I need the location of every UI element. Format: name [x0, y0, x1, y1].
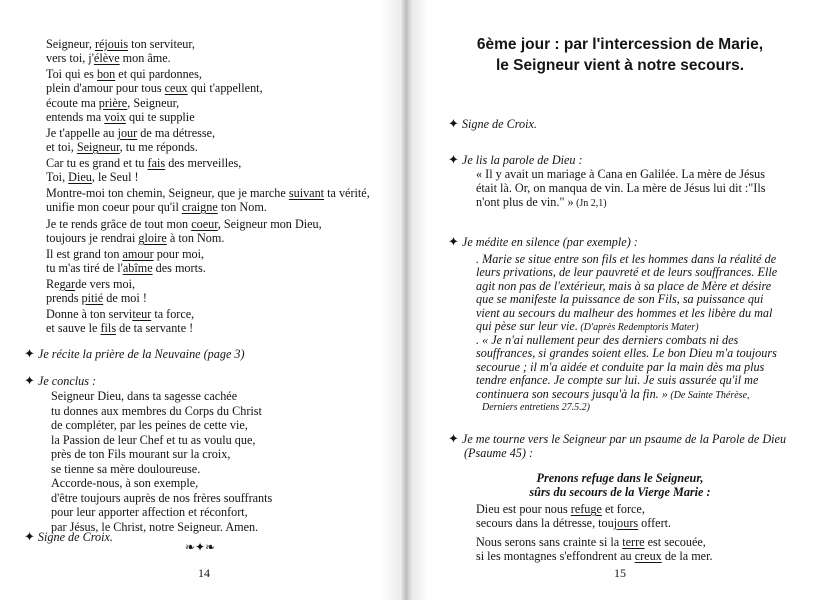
psalm-line: Regarde vers moi,: [46, 277, 136, 291]
meditation-reference: (D'après Redemptoris Mater): [577, 322, 699, 333]
psalm-line: et sauve le fils de ta servante !: [46, 321, 194, 335]
book-gutter: [400, 0, 414, 600]
psalm-line: et toi, Seigneur, tu me réponds.: [46, 140, 198, 154]
prayer-line: la Passion de leur Chef et tu as voulu que,: [51, 432, 256, 447]
meditation-line: vient au secours du malheur des hommes et les libère du mal: [476, 305, 773, 320]
meditation-reference: (De Sainte Thérèse,: [667, 389, 750, 401]
day-title-line-2: le Seigneur vient à notre secours.: [495, 57, 745, 74]
step-turn-to-lord: ✦ Je me tourne vers le Seigneur par un psaume de la Parole de Dieu: [448, 431, 787, 446]
step-turn-psalm-ref: (Psaume 45) :: [464, 446, 534, 460]
gospel-line: « Il y avait un mariage à Cana en Galilée. La mère de Jésus: [476, 167, 765, 181]
psalm-heading-1: Prenons refuge dans le Seigneur,: [536, 471, 704, 485]
psalm-line: vers toi, j'élève mon âme.: [46, 51, 171, 65]
psalm-heading-2: sûrs du secours de la Vierge Marie :: [529, 485, 711, 499]
meditation-line: agit non pas de l'extérieur, mais à sa place de Mère et désire: [476, 278, 772, 293]
meditation-line: . « Je n'ai nullement peur des derniers combats ni des: [476, 333, 739, 347]
psalm-line: Montre-moi ton chemin, Seigneur, que je marche suivant ta vérité,: [46, 186, 370, 200]
prayer-line: d'être toujours auprès de nos frères souffrants: [51, 490, 273, 505]
psalm-line: Donne à ton serviteur ta force,: [46, 307, 195, 321]
page-number-left: 14: [198, 566, 210, 580]
meditation-line: souffrances, si grandes soient elles. Le bon Dieu m'a toujours: [476, 346, 777, 361]
step-conclude: ✦ Je conclus :: [24, 373, 97, 388]
left-page: [0, 0, 400, 600]
psalm-line: si les montagnes s'effondrent au creux de la mer.: [476, 549, 713, 563]
step-meditate: ✦ Je médite en silence (par exemple) :: [448, 234, 638, 249]
prayer-line: se tienne sa mère douloureuse.: [51, 461, 201, 476]
step-read-word: ✦ Je lis la parole de Dieu :: [448, 152, 583, 167]
star-bullet-icon: ✦: [24, 346, 35, 361]
psalm-line: Nous serons sans crainte si la terre est secouée,: [476, 535, 706, 549]
right-page: [414, 0, 826, 600]
psalm-line: Je t'appelle au jour de ma détresse,: [46, 126, 216, 140]
meditation-line: tendre enfance. Je compte sur lui. Je suis assurée qu'il me: [476, 373, 759, 388]
psalm-line: prends pitié de moi !: [46, 291, 147, 305]
day-title-line-1: 6ème jour : par l'intercession de Marie,: [476, 36, 764, 53]
meditation-line: que se manifeste la puissance de son Fils, sa puissance qui: [476, 292, 764, 307]
psalm-line: écoute ma prière, Seigneur,: [46, 96, 180, 110]
star-bullet-icon: ✦: [448, 234, 459, 249]
meditation-line: qui pèse sur leur vie. (D'après Redemptoris Mater): [476, 319, 699, 333]
prayer-line: par Jésus, le Christ, notre Seigneur. Amen.: [51, 519, 259, 534]
prayer-line: Accorde-nous, à son exemple,: [51, 476, 199, 490]
step-sign-of-cross-right: ✦ Signe de Croix.: [448, 116, 537, 131]
star-bullet-icon: ✦: [448, 152, 459, 167]
psalm-line: toujours je rendrai gloire à ton Nom.: [46, 231, 225, 245]
prayer-line: tu donnes aux membres du Corps du Christ: [51, 403, 262, 418]
psalm-line: Toi, Dieu, le Seul !: [46, 170, 139, 184]
star-bullet-icon: ✦: [448, 431, 459, 446]
page-number-right: 15: [614, 566, 626, 580]
ornament-icon: ❧✦❧: [185, 540, 216, 554]
prayer-line: de compléter, par les peines de cette vie,: [51, 418, 248, 432]
prayer-line: pour leur apporter affection et réconfort,: [51, 505, 248, 519]
star-bullet-icon: ✦: [24, 373, 35, 388]
psalm-line: Toi qui es bon et qui pardonnes,: [46, 67, 202, 81]
psalm-line: Seigneur, réjouis ton serviteur,: [46, 37, 195, 51]
psalm-line: Dieu est pour nous refuge et force,: [476, 502, 645, 516]
psalm-line: Je te rends grâce de tout mon coeur, Seigneur mon Dieu,: [46, 217, 322, 231]
psalm-line: tu m'as tiré de l'abîme des morts.: [46, 261, 206, 275]
star-bullet-icon: ✦: [448, 116, 459, 131]
left-page-gutter-shadow: [380, 0, 400, 600]
prayer-line: près de ton Fils mourant sur la croix,: [51, 447, 231, 461]
meditation-line: continuera son secours jusqu'à la fin. » (De Sainte Thérèse,: [476, 386, 750, 401]
meditation-line: secourue ; il m'a aidée et conduite par la main dès ma plus: [476, 359, 765, 374]
psalm-line: entends ma voix qui te supplie: [46, 110, 195, 124]
step-recite: ✦ Je récite la prière de la Neuvaine (page 3): [24, 346, 245, 361]
prayer-line: Seigneur Dieu, dans ta sagesse cachée: [51, 389, 238, 403]
gospel-reference: (Jn 2,1): [573, 198, 607, 209]
right-page-gutter-shadow: [414, 0, 428, 600]
meditation-reference-line: Derniers entretiens 27.5.2): [482, 402, 590, 413]
step-sign-of-cross-left: ✦ Signe de Croix.: [24, 529, 113, 544]
psalm-line: unifie mon coeur pour qu'il craigne ton Nom.: [46, 200, 267, 214]
meditation-line: . Marie se situe entre son fils et les hommes dans la réalité de: [476, 252, 777, 266]
gospel-line: était là. Or, on manqua de vin. La mère de Jésus lui dit :"Ils: [476, 181, 766, 195]
star-bullet-icon: ✦: [24, 529, 35, 544]
psalm-line: secours dans la détresse, toujours offert.: [476, 516, 672, 530]
meditation-line: leurs privations, de leur pauvreté et de leurs souffrances. Elle: [476, 265, 778, 280]
psalm-line: Car tu es grand et tu fais des merveilles,: [46, 156, 242, 170]
gospel-line: n'ont plus de vin." » (Jn 2,1): [476, 195, 607, 209]
psalm-line: plein d'amour pour tous ceux qui t'appellent,: [46, 81, 263, 95]
psalm-line: Il est grand ton amour pour moi,: [46, 247, 205, 261]
